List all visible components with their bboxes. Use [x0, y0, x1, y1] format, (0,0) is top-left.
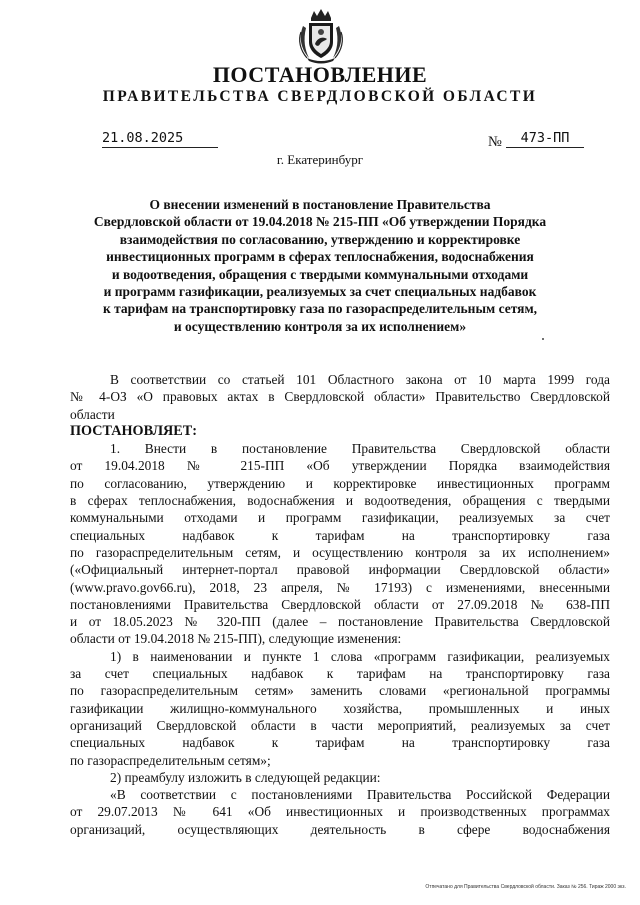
body-line: 1. Внести в постановление Правительства Свердловской области — [110, 441, 610, 457]
body-line: области от 19.04.2018 № 215-ПП), следующие изменения: — [70, 631, 402, 647]
heading-line: и осуществлению контроля за их исполнением» — [173, 318, 467, 334]
body-line: организаций, осуществляющих деятельность в сфере водоснабжения — [70, 821, 610, 837]
body-line: специальных надбавок к тарифам на транспортировку газа — [70, 527, 610, 543]
body-line: коммунальными отходами и программ газификации, реализуемых за счет — [70, 510, 610, 526]
body-line: постановлениями Правительства Свердловской области от 27.09.2018 № 638-ПП — [70, 596, 610, 612]
city-label: г. Екатеринбург — [276, 152, 364, 167]
body-line: от 29.07.2013 № 641 «Об инвестиционных и производственных программах — [70, 804, 610, 820]
body-line: по согласованию, утверждению и корректировке инвестиционных программ — [70, 475, 610, 491]
heading-line: инвестиционных программ в сферах теплоснабжения, водоснабжения — [106, 249, 534, 265]
registration-number: 473-ПП — [506, 130, 584, 148]
number-sign: № — [488, 134, 502, 150]
body-line: за счет специальных надбавок к тарифам на транспортировку газа — [70, 666, 610, 682]
coat-of-arms-emblem — [297, 8, 345, 64]
body-line: в сферах теплоснабжения, водоснабжения и водоотведения, обращения с твердыми — [70, 493, 610, 509]
body-line: специальных надбавок к тарифам на транспортировку газа — [70, 735, 610, 751]
resolution-heading — [70, 196, 570, 335]
heading-line: Свердловской области от 19.04.2018 № 215-ПП «Об утверждении Порядка — [93, 214, 547, 230]
heading-line: и водоотведения, обращения с твердыми коммунальными отходами — [111, 266, 529, 282]
document-title: ПОСТАНОВЛЕНИЕ — [212, 62, 428, 87]
body-line: по газораспределительным сетям» заменить словами «региональной программы — [70, 683, 610, 699]
heading-line: и программ газификации, реализуемых за счет специальных надбавок — [103, 284, 537, 300]
heading-line: к тарифам на транспортировку газа по газораспределительным сетям, — [102, 301, 538, 317]
body-line: организаций Свердловской области в части мероприятий, реализуемых за счет — [70, 717, 610, 733]
body-line: по газораспределительным сетям, и осуществлению контроля за их исполнением» — [70, 544, 610, 560]
document-body — [70, 371, 610, 838]
body-line: по газораспределительным сетям»; — [70, 752, 271, 768]
body-line: «В соответствии с постановлениями Правительства Российской Федерации — [110, 787, 610, 803]
decree-keyword: ПОСТАНОВЛЯЕТ: — [70, 422, 197, 439]
stray-dot-mark — [542, 338, 544, 340]
body-line: В соответствии со статьей 101 Областного закона от 10 марта 1999 года — [110, 372, 610, 387]
body-line: 1) в наименовании и пункте 1 слова «программ газификации, реализуемых — [110, 648, 610, 664]
body-line: 2) преамбулу изложить в следующей редакции: — [110, 769, 381, 785]
heading-line: взаимодействия по согласованию, утверждению и корректировке — [119, 231, 521, 247]
body-line: от 19.04.2018 № 215-ПП «Об утверждении Порядка взаимодействия — [70, 458, 610, 474]
body-line: (www.pravo.gov66.ru), 2018, 23 апреля, № 17193) с изменениями, внесенными — [70, 579, 610, 595]
body-line: и от 18.05.2023 № 320-ПП (далее – постановление Правительства Свердловской — [70, 614, 610, 630]
body-line: № 4-ОЗ «О правовых актах в Свердловской области» Правительство Свердловской — [70, 389, 610, 405]
registration-date: 21.08.2025 — [102, 130, 218, 148]
print-footer: Отпечатано для Правительства Свердловской области. Заказ № 256. Тираж 2000 экз. — [425, 884, 626, 890]
document-subtitle: ПРАВИТЕЛЬСТВА СВЕРДЛОВСКОЙ ОБЛАСТИ — [102, 88, 538, 105]
body-line: газификации жилищно-коммунального хозяйства, промышленных и иных — [70, 700, 610, 716]
body-line: области — [70, 406, 115, 422]
body-line: («Официальный интернет-портал правовой информации Свердловской области» — [70, 562, 610, 578]
heading-line: О внесении изменений в постановление Правительства — [149, 197, 491, 212]
